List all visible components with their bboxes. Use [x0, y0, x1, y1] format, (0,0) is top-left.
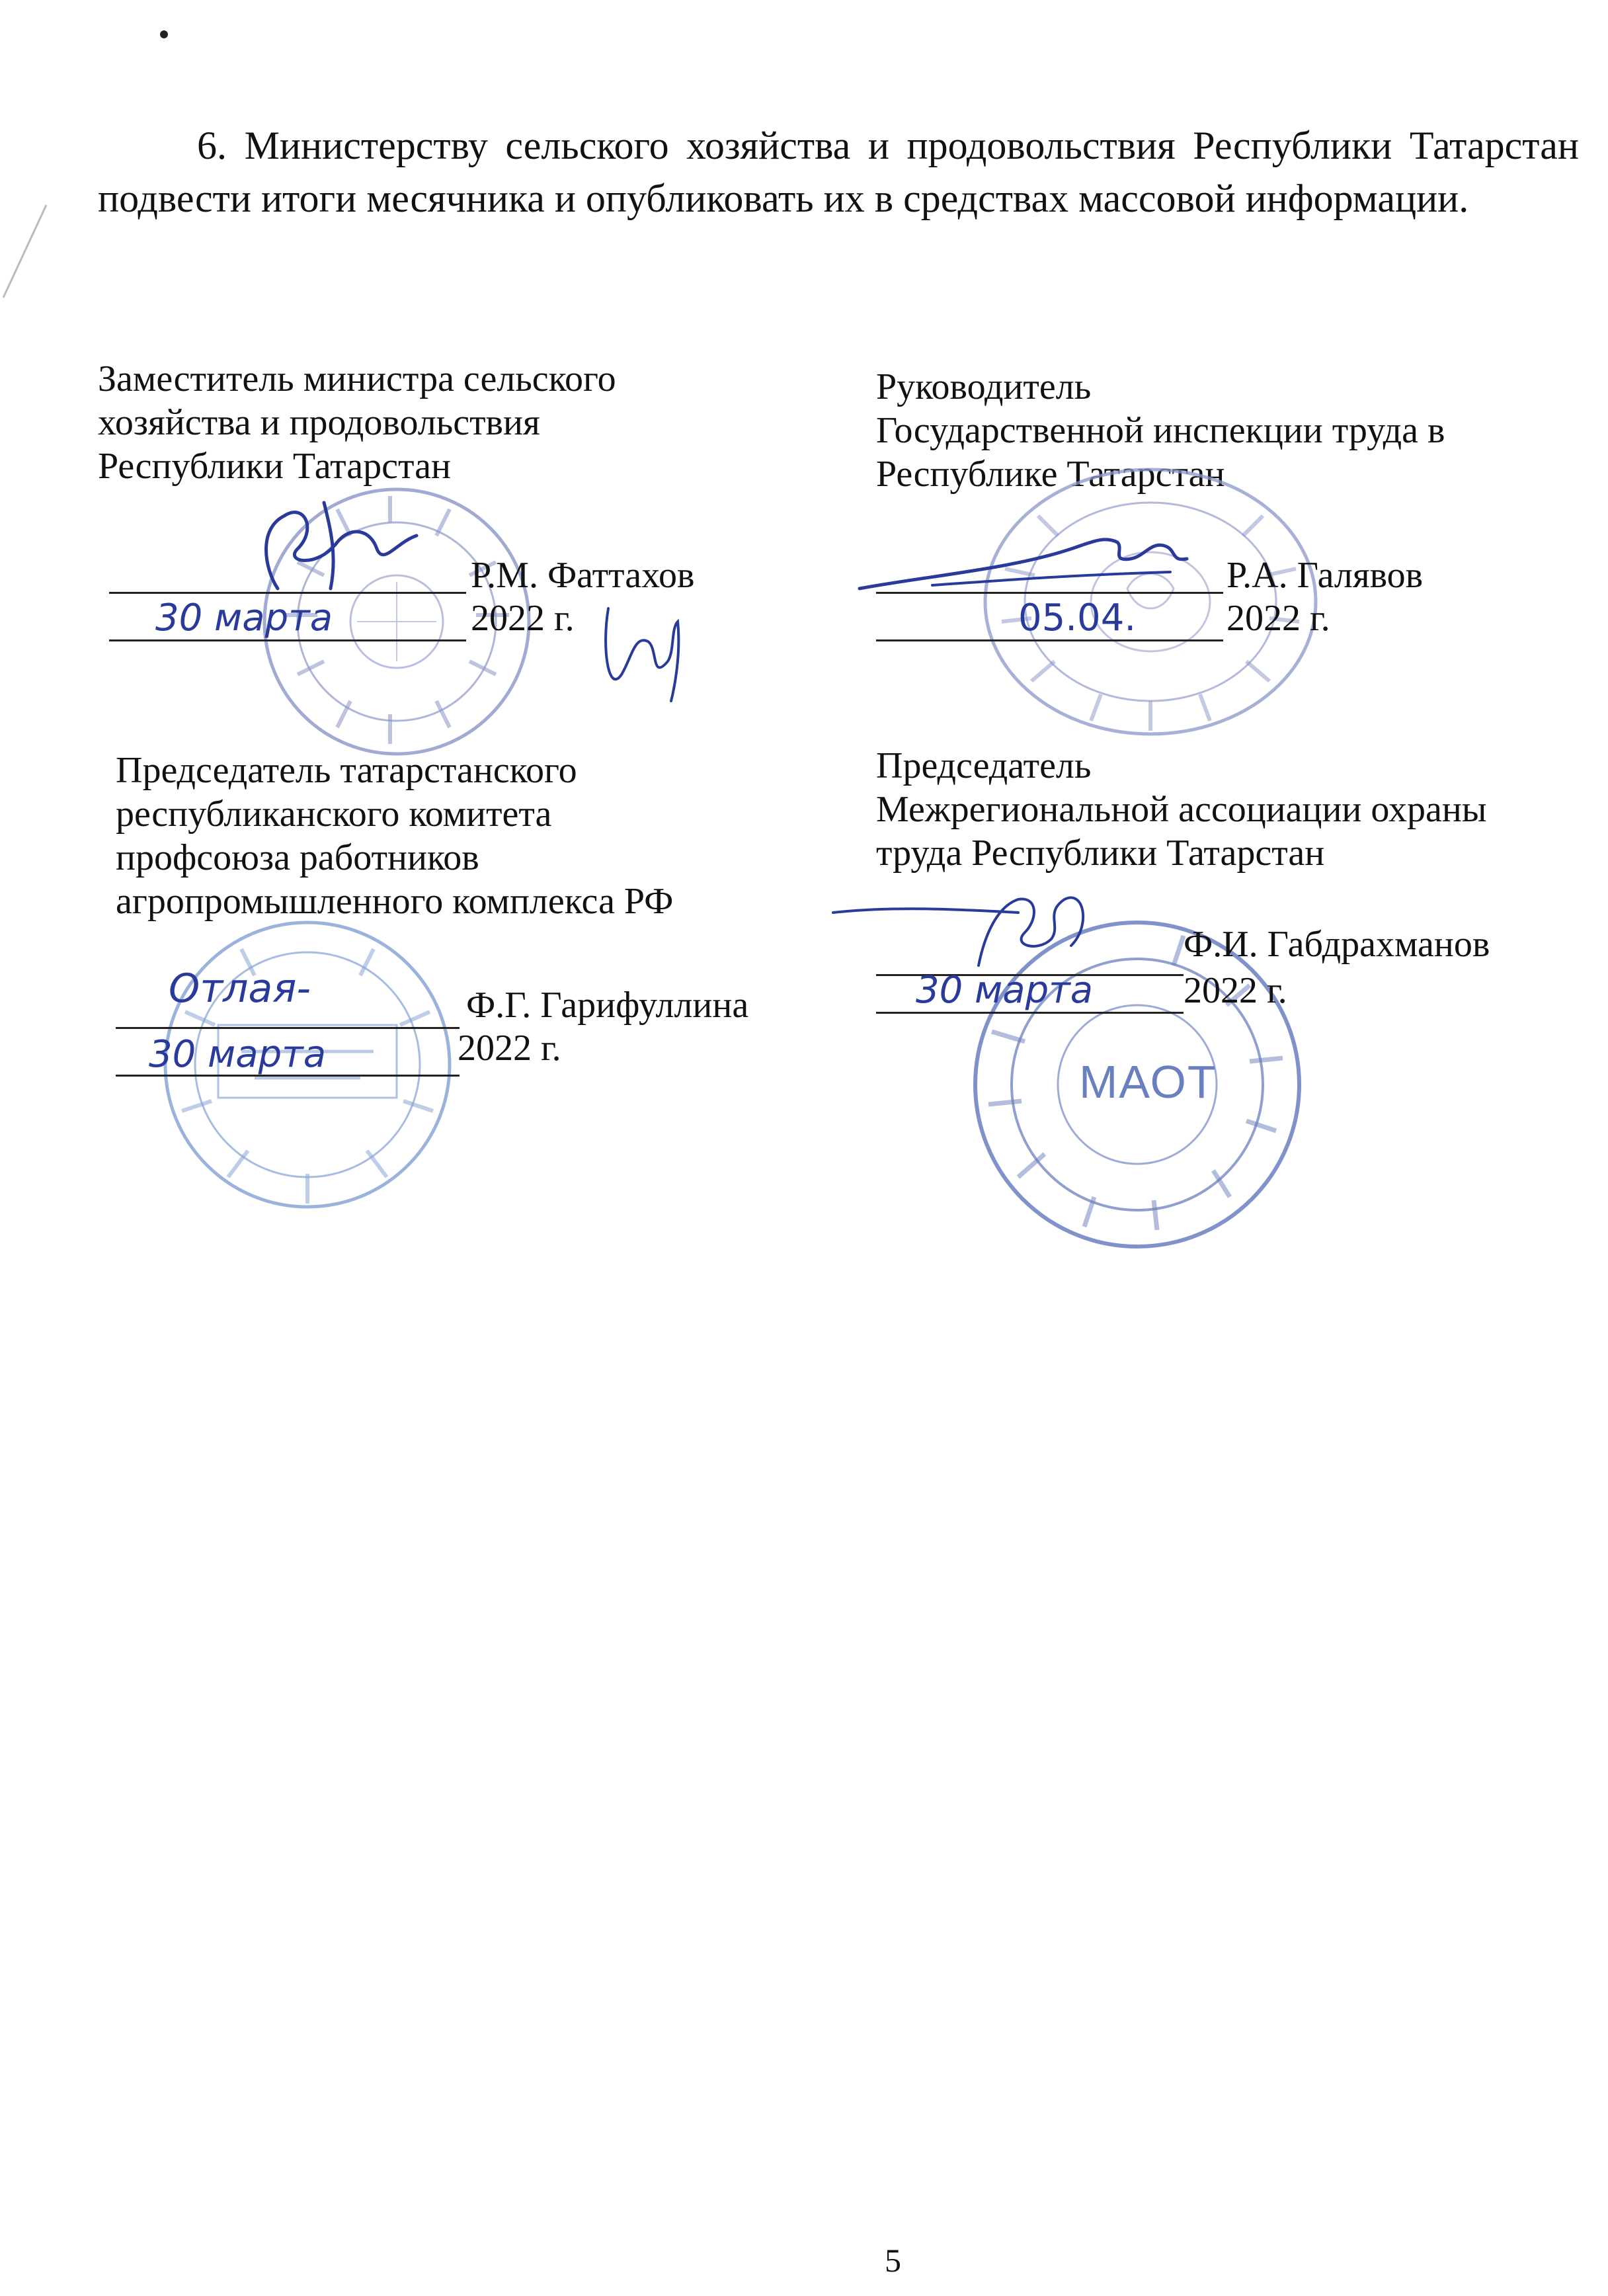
date-line-1: [109, 639, 466, 641]
signatory-3-handwritten-date: 30 марта: [149, 1033, 327, 1076]
signatory-2-year: 2022 г.: [1226, 598, 1330, 639]
date-line-3: [116, 1075, 460, 1077]
signatory-3-name: Ф.Г. Гарифуллина: [466, 985, 749, 1026]
scan-edge-line: [0, 198, 53, 304]
signatory-1-name: Р.М. Фаттахов: [471, 555, 695, 596]
initials-mark: [595, 595, 688, 708]
signatory-4-title: Председатель Межрегиональной ассоциации охраны труда Республики Татарстан: [876, 745, 1487, 874]
signatory-1-title: Заместитель министра сельского хозяйства и продовольствия Республики Татарстан: [98, 358, 616, 487]
signature-line-2: [876, 592, 1223, 594]
paragraph-number: 6.: [197, 124, 227, 167]
signatory-4-year: 2022 г.: [1184, 970, 1287, 1011]
signatory-4-name: Ф.И. Габдрахманов: [1184, 924, 1490, 965]
signatory-3-title: Председатель татарстанского республиканского комитета профсоюза работников агропромышленного комплекса РФ: [116, 750, 674, 922]
signatory-3-year: 2022 г.: [458, 1028, 561, 1069]
maot-stamp-label: МАОТ: [1079, 1056, 1217, 1108]
signatory-2-name: Р.А. Галявов: [1226, 555, 1424, 596]
scan-mark-dot: [159, 26, 172, 46]
signature-line-3: [116, 1027, 460, 1029]
signatory-1-year: 2022 г.: [471, 598, 575, 639]
date-line-2: [876, 639, 1223, 641]
signatory-1-handwritten-date: 30 марта: [155, 596, 333, 639]
paragraph-text: Министерству сельского хозяйства и продовольствия Республики Татарстан подвести итоги месячника и опубликовать их в средствах массовой информации.: [98, 124, 1579, 220]
signatory-2-handwritten-date: 05.04.: [1018, 596, 1137, 639]
signature-line-1: [109, 592, 466, 594]
signature-gabdrakhmanov: [826, 886, 1131, 972]
page-number: 5: [885, 2242, 901, 2279]
signature-fattakhov: [238, 489, 436, 602]
signatory-2-title: Руководитель Государственной инспекции труда в Республике Татарстан: [876, 366, 1445, 495]
date-line-4: [876, 1012, 1184, 1014]
signatory-4-handwritten-date: 30 марта: [916, 969, 1094, 1012]
signatory-3-handwritten-signature: Отлая-: [169, 965, 311, 1012]
paragraph-6: [98, 119, 1579, 225]
signature-galyavov: [853, 522, 1197, 602]
